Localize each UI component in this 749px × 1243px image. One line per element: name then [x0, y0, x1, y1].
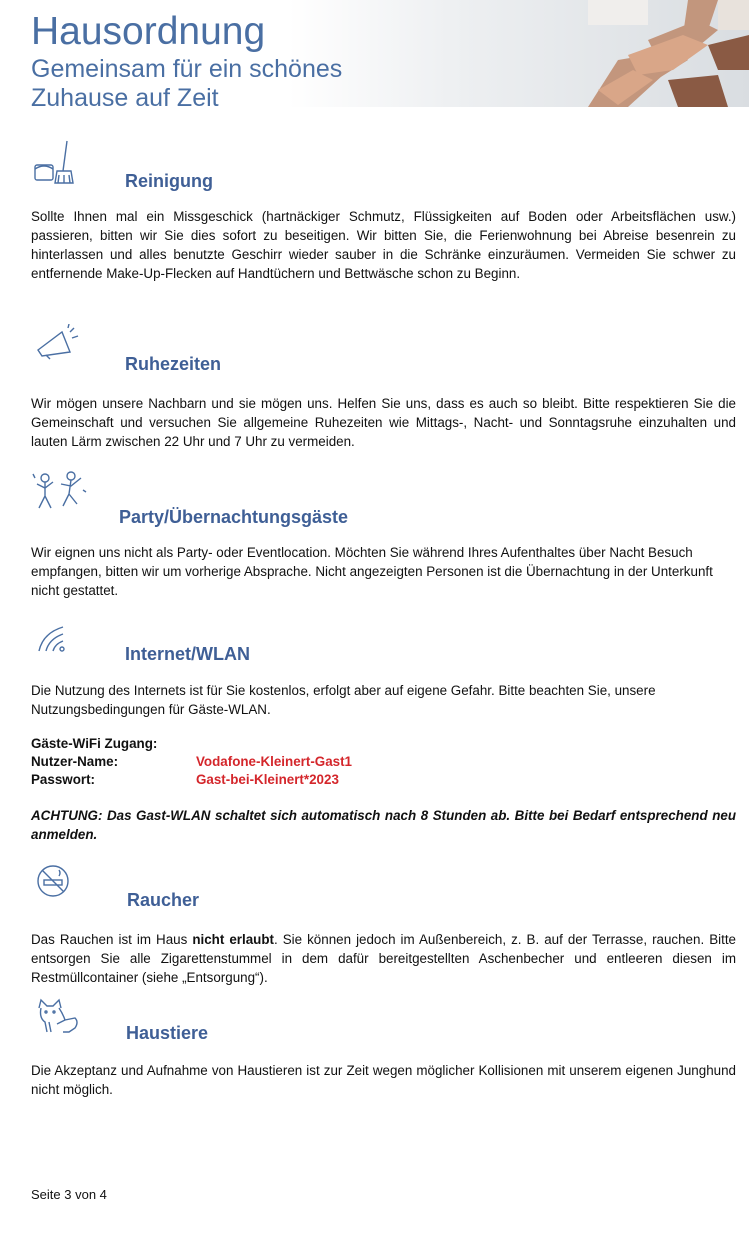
- wifi-user-value: Vodafone-Kleinert-Gast1: [196, 754, 352, 769]
- section-heading-party: Party/Übernachtungsgäste: [119, 507, 349, 527]
- wifi-password-label: Passwort:: [31, 772, 95, 787]
- wifi-user-label: Nutzer-Name:: [31, 754, 119, 769]
- section-text-ruhezeiten: Wir mögen unsere Nachbarn und sie mögen uns. Helfen Sie uns, dass es auch so bleibt. Bitte respektieren Sie die Gemeinschaft und versuchen Sie allgemeine Ruhezeiten wie Mittags-, Nacht- und Sonntagsruhe einzuhalten und lauten Lärm zwischen 22 Uhr und 7 Uhr zu vermeiden.: [31, 396, 736, 449]
- wifi-user-row: [31, 753, 352, 771]
- cleaning-icon: [33, 139, 77, 187]
- wifi-access-label: Gäste-WiFi Zugang:: [31, 736, 158, 751]
- section-heading-haustiere: Haustiere: [126, 1023, 209, 1043]
- wifi-password-row: [31, 771, 352, 789]
- wifi-warning: ACHTUNG: Das Gast-WLAN schaltet sich automatisch nach 8 Stunden ab. Bitte bei Bedarf entsprechend neu anmelden.: [31, 808, 736, 842]
- section-text-raucher-bold: nicht erlaubt: [192, 932, 274, 947]
- party-icon: [31, 470, 87, 512]
- dog-icon: [35, 998, 81, 1036]
- section-text-raucher-part2: . Sie können jedoch im Außenbereich, z. B. auf der Terrasse, rauchen. Bitte entsorgen Sie alle Zigarettenstummel in dem dafür bereitgestellten Aschenbecher und entleeren diesen im Restmüllcontainer (siehe „Entsorgung“).: [31, 932, 736, 985]
- no-smoking-icon: [35, 864, 71, 898]
- section-text-raucher-part1: Das Rauchen ist im Haus: [31, 932, 193, 947]
- section-text-internet: Die Nutzung des Internets ist für Sie kostenlos, erfolgt aber auf eigene Gefahr. Bitte beachten Sie, unsere Nutzungsbedingungen für Gäste-WLAN.: [31, 683, 656, 717]
- section-text-raucher: [31, 930, 736, 987]
- section-heading-reinigung: Reinigung: [125, 171, 213, 191]
- section-heading-internet: Internet/WLAN: [125, 644, 250, 664]
- wifi-password-value: Gast-bei-Kleinert*2023: [196, 772, 339, 787]
- section-heading-ruhezeiten: Ruhezeiten: [125, 354, 222, 374]
- section-heading-raucher: Raucher: [127, 890, 200, 910]
- megaphone-icon: [36, 324, 80, 360]
- section-text-reinigung: Sollte Ihnen mal ein Missgeschick (hartnäckiger Schmutz, Flüssigkeiten auf Boden oder Arbeitsflächen usw.) passieren, bitten wir Sie dies sofort zu beseitigen. Wir bitten Sie, die Ferienwohnung bei Abreise besenrein zu hinterlassen und alles benutzte Geschirr wieder sauber in die Schränke einzuräumen. Vermeiden Sie schwer zu entfernende Make-Up-Flecken auf Handtüchern und Bettwäsche schon zu Beginn.: [31, 209, 736, 281]
- wifi-icon: [37, 625, 71, 653]
- section-text-party: Wir eignen uns nicht als Party- oder Eventlocation. Möchten Sie während Ihres Aufenthaltes über Nacht Besuch empfangen, bitten wir um vorherige Absprache. Nicht angezeigten Personen ist die Übernachtung in der Unterkunft nicht gestattet.: [31, 545, 713, 598]
- page-subtitle: Gemeinsam für ein schönes Zuhause auf Zeit: [31, 55, 343, 112]
- page-number: Seite 3 von 4: [31, 1187, 107, 1202]
- wifi-credentials: [31, 735, 352, 789]
- page-title: Hausordnung: [31, 10, 266, 53]
- section-text-haustiere: Die Akzeptanz und Aufnahme von Haustieren ist zur Zeit wegen möglicher Kollisionen mit unserem eigenen Junghund nicht möglich.: [31, 1063, 736, 1097]
